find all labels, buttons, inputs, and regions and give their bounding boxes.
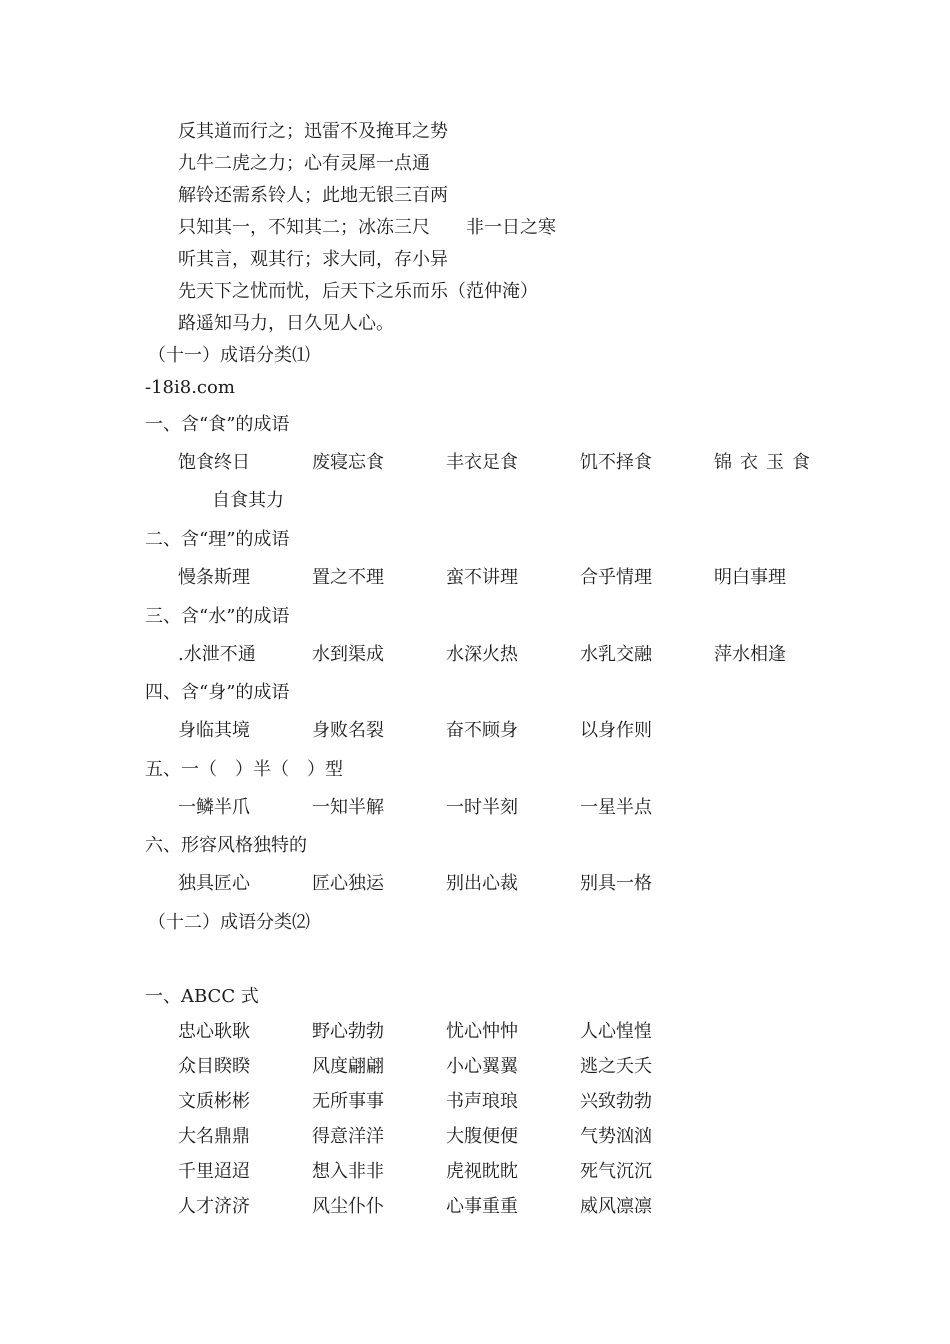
idiom: 慢条斯理: [178, 567, 250, 588]
section-title: （十一）成语分类⑴: [148, 345, 310, 366]
idiom: 大腹便便: [446, 1126, 518, 1147]
idiom: 萍水相逢: [714, 644, 786, 665]
group-heading: 五、一（ ）半（ ）型: [145, 759, 343, 780]
idiom: 一星半点: [580, 797, 652, 818]
idiom: 死气沉沉: [580, 1161, 652, 1182]
idiom: 风尘仆仆: [312, 1196, 384, 1217]
idiom: 奋不顾身: [446, 720, 518, 741]
idiom: 饥不择食: [580, 452, 652, 473]
idiom: 匠心独运: [312, 873, 384, 894]
intro-line: 听其言，观其行；求大同，存小异: [178, 249, 448, 270]
idiom: 气势汹汹: [580, 1126, 652, 1147]
idiom: 威风凛凛: [580, 1196, 652, 1217]
group-heading: 六、形容风格独特的: [145, 835, 307, 856]
group-heading: 一、ABCC 式: [145, 986, 259, 1007]
idiom: 人才济济: [178, 1196, 250, 1217]
idiom: 无所事事: [312, 1091, 384, 1112]
idiom: 废寝忘食: [312, 452, 384, 473]
idiom: 人心惶惶: [580, 1021, 652, 1042]
idiom: 文质彬彬: [178, 1091, 250, 1112]
idiom: 别具一格: [580, 873, 652, 894]
idiom: 逃之夭夭: [580, 1056, 652, 1077]
idiom: 一时半刻: [446, 797, 518, 818]
idiom: 独具匠心: [178, 873, 250, 894]
idiom: 丰衣足食: [446, 452, 518, 473]
idiom: 野心勃勃: [312, 1021, 384, 1042]
idiom: 大名鼎鼎: [178, 1126, 250, 1147]
idiom: 身临其境: [178, 720, 250, 741]
idiom: 书声琅琅: [446, 1091, 518, 1112]
group-heading: 二、含“理”的成语: [145, 529, 290, 550]
idiom: 明白事理: [714, 567, 786, 588]
idiom: 想入非非: [312, 1161, 384, 1182]
intro-line: 九牛二虎之力；心有灵犀一点通: [178, 153, 430, 174]
idiom: 水到渠成: [312, 644, 384, 665]
group-heading: 一、含“食”的成语: [145, 414, 290, 435]
idiom: 虎视眈眈: [446, 1161, 518, 1182]
idiom: 以身作则: [580, 720, 652, 741]
idiom: 蛮不讲理: [446, 567, 518, 588]
intro-line: 解铃还需系铃人；此地无银三百两: [178, 185, 448, 206]
group-heading: 四、含“身”的成语: [145, 682, 290, 703]
idiom: 小心翼翼: [446, 1056, 518, 1077]
group-heading: 三、含“水”的成语: [145, 606, 290, 627]
idiom: 众目睽睽: [178, 1056, 250, 1077]
idiom: 身败名裂: [312, 720, 384, 741]
idiom: 忧心忡忡: [446, 1021, 518, 1042]
idiom: 饱食终日: [178, 452, 250, 473]
idiom: 一知半解: [312, 797, 384, 818]
idiom: 千里迢迢: [178, 1161, 250, 1182]
idiom: 合乎情理: [580, 567, 652, 588]
intro-line: 先天下之忧而忧，后天下之乐而乐（范仲淹）: [178, 281, 538, 302]
idiom: 得意洋洋: [312, 1126, 384, 1147]
intro-line: 路遥知马力，日久见人心。: [178, 313, 394, 334]
idiom: 风度翩翩: [312, 1056, 384, 1077]
idiom: 置之不理: [312, 567, 384, 588]
idiom: 别出心裁: [446, 873, 518, 894]
idiom: 心事重重: [446, 1196, 518, 1217]
idiom: 忠心耿耿: [178, 1021, 250, 1042]
idiom: 水乳交融: [580, 644, 652, 665]
idiom: .水泄不通: [178, 644, 256, 665]
intro-line: 反其道而行之；迅雷不及掩耳之势: [178, 121, 448, 142]
idiom: 自食其力: [212, 490, 284, 511]
idiom: 锦衣玉食: [714, 452, 818, 473]
intro-line: 只知其一，不知其二；冰冻三尺 非一日之寒: [178, 217, 556, 238]
idiom: 水深火热: [446, 644, 518, 665]
idiom: 一鳞半爪: [178, 797, 250, 818]
idiom: 兴致勃勃: [580, 1091, 652, 1112]
site-text: -18i8.com: [145, 377, 235, 398]
section-title: （十二）成语分类⑵: [148, 912, 310, 933]
